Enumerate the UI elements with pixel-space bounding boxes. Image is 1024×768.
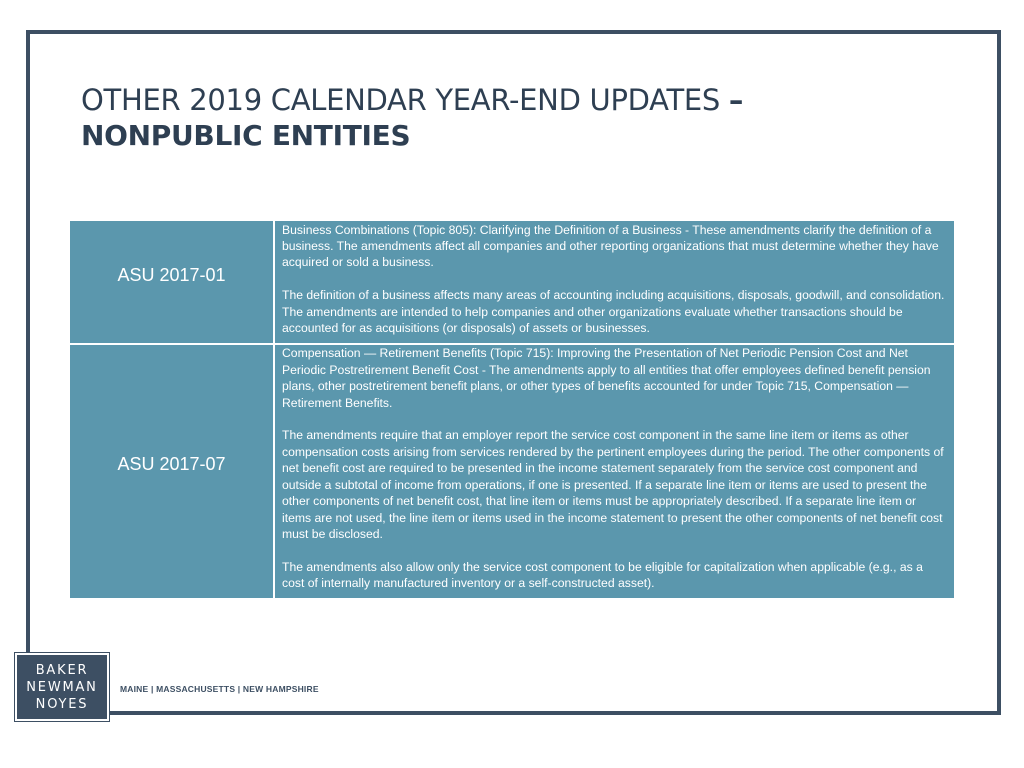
footer-regions: MAINE | MASSACHUSETTS | NEW HAMPSHIRE <box>120 684 319 694</box>
logo-line: NEWMAN <box>26 679 98 695</box>
description-paragraph: The amendments also allow only the service cost component to be eligible for capitalization when applicable (e.g., as a cost of internally manufactured inventory or a self-constructed asset). <box>282 559 923 591</box>
asu-description-cell <box>274 221 954 344</box>
description-paragraph: The definition of a business affects many areas of accounting including acquisitions, disposals, goodwill, and consolidation. The amendments are intended to help companies and other organizations evaluate whether transactions should be accounted for as acquisitions (or disposals) of assets or businesses. <box>282 288 945 335</box>
title-text-1: OTHER 2019 CALENDAR YEAR-END UPDATES <box>81 83 720 117</box>
company-logo <box>15 653 109 721</box>
title-line-1 <box>81 82 743 118</box>
logo-line: BAKER <box>35 662 89 678</box>
logo-line: NOYES <box>35 696 89 712</box>
asu-code-cell: ASU 2017-01 <box>70 221 274 344</box>
title-line-2: NONPUBLIC ENTITIES <box>81 119 411 152</box>
description-paragraph: Business Combinations (Topic 805): Clarifying the Definition of a Business - These amendments clarify the definition of a business. The amendments affect all companies and other reporting organizations that must determine whether they have acquired or sold a business. <box>282 222 939 270</box>
description-paragraph: Compensation — Retirement Benefits (Topic 715): Improving the Presentation of Net Periodic Pension Cost and Net Periodic Postretirement Benefit Cost - The amendments apply to all entities that offer employees defined benefit pension plans, other postretirement benefit plans, or other types of benefits accounted for under Topic 715, Compensation — Retirement Benefits. <box>282 346 931 410</box>
title-dash: – <box>728 83 744 117</box>
slide-title <box>81 82 743 154</box>
asu-description-cell <box>274 344 954 598</box>
description-paragraph: The amendments require that an employer report the service cost component in the same line item or items as other compensation costs arising from services rendered by the pertinent employees during the period. The other components of net benefit cost are required to be presented in the income statement separately from the service cost component and outside a subtotal of income from operations, if one is presented. If a separate line item or items are used to present the other components of net benefit cost, that line item or items must be appropriately described. If a separate line item or items are not used, the line item or items used in the income statement to present the other components of net benefit cost must be disclosed. <box>282 428 944 541</box>
updates-table <box>70 221 954 598</box>
table-row <box>70 221 954 344</box>
asu-code-cell: ASU 2017-07 <box>70 344 274 598</box>
table-row <box>70 344 954 598</box>
